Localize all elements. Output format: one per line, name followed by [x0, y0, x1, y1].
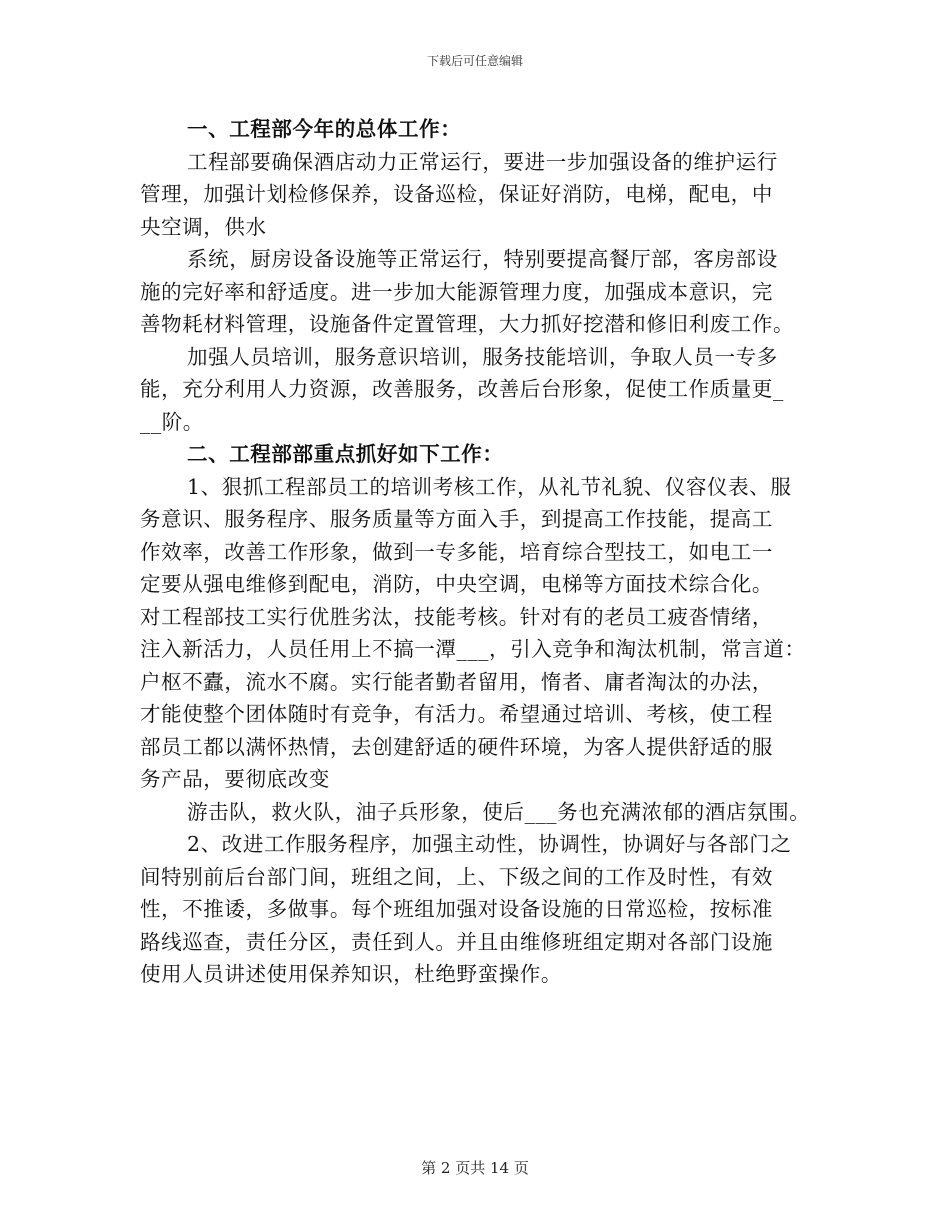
text-line: 对工程部技工实行优胜劣汰，技能考核。针对有的老员工疲沓情绪， [140, 604, 773, 629]
text-line: __阶。 [140, 409, 204, 434]
text-line: 使用人员讲述使用保养知识，杜绝野蛮操作。 [140, 962, 562, 986]
text-line: 务意识、服务程序、服务质量等方面入手，到提高工作技能，提高工 [140, 507, 773, 531]
page-footer: 第 2 页共 14 页 [421, 1159, 529, 1177]
text-line: 加强人员培训，服务意识培训，服务技能培训，争取人员一专多 [187, 344, 778, 369]
text-line: 系统，厨房设备设施等正常运行，特别要提高餐厅部，客房部设 [187, 247, 778, 271]
text-line: 性，不推诿，多做事。每个班组加强对设备设施的日常巡检，按标准 [140, 897, 773, 921]
text-line: 1、狠抓工程部员工的培训考核工作，从礼节礼貌、仪容仪表、服 [187, 474, 792, 499]
text-line: 务产品，要彻底改变 [140, 767, 330, 791]
text-line: 施的完好率和舒适度。进一步加大能源管理力度，加强成本意识，完 [140, 279, 773, 304]
text-line: 央空调，供水 [140, 214, 267, 239]
text-line: 游击队，救火队，油子兵形象，使后___务也充满浓郁的酒店氛围。 [187, 799, 811, 824]
text-line: 才能使整个团体随时有竞争，有活力。希望通过培训、考核，使工程 [140, 702, 773, 726]
text-line: 管理，加强计划检修保养，设备巡检，保证好消防，电梯，配电，中 [140, 182, 773, 206]
text-line: 2、改进工作服务程序，加强主动性，协调性，协调好与各部门之 [187, 832, 792, 856]
section-heading: 一、工程部今年的总体工作： [187, 117, 462, 141]
text-line: 户枢不蠹，流水不腐。实行能者勤者留用，惰者、庸者淘汰的办法， [140, 669, 773, 694]
text-line: 能，充分利用人力资源，改善服务，改善后台形象，促使工作质量更_ [140, 377, 784, 401]
text-line: 部员工都以满怀热情，去创建舒适的硬件环境，为客人提供舒适的服 [140, 734, 773, 759]
text-line: 路线巡查，责任分区，责任到人。并且由维修班组定期对各部门设施 [140, 929, 773, 954]
document-body [140, 113, 820, 991]
text-line: 间特别前后台部门间，班组之间，上、下级之间的工作及时性，有效 [140, 864, 773, 889]
text-line: 注入新活力，人员任用上不搞一潭___，引入竞争和淘汰机制，常言道： [140, 637, 806, 661]
text-line: 善物耗材料管理，设施备件定置管理，大力抓好挖潜和修旧利废工作。 [140, 312, 795, 336]
text-line: 作效率，改善工作形象，做到一专多能，培育综合型技工，如电工一 [140, 539, 773, 564]
text-line: 工程部要确保酒店动力正常运行，要进一步加强设备的维护运行 [187, 149, 778, 174]
text-line: 定要从强电维修到配电，消防，中央空调，电梯等方面技术综合化。 [140, 572, 773, 596]
page-header: 下载后可任意编辑 [426, 54, 523, 68]
section-heading: 二、工程部部重点抓好如下工作： [187, 442, 504, 466]
